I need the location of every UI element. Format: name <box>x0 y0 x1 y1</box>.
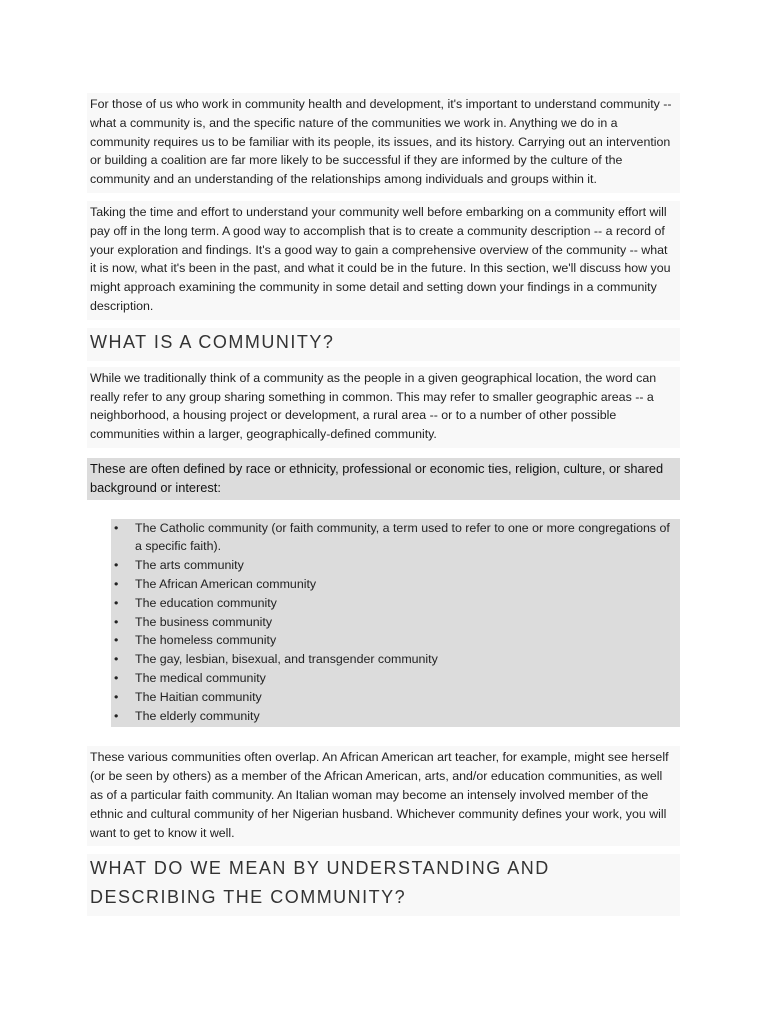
community-definition-paragraph: While we traditionally think of a community as the people in a given geographical location, the word can really refer to any group sharing something in common. This may refer to smaller geographic areas -- a neighborhood, a housing project or development, a rural area -- or to a number of other possible communities within a larger, geographically-defined community. <box>87 367 680 448</box>
list-item-text: The education community <box>135 595 277 610</box>
list-item-text: The business community <box>135 614 273 629</box>
bullet-icon: • <box>114 670 119 685</box>
bullet-icon: • <box>114 633 119 648</box>
list-item-text: The homeless community <box>135 633 277 648</box>
list-item <box>111 519 680 557</box>
community-examples-list-box <box>111 519 680 728</box>
list-item-text: The gay, lesbian, bisexual, and transgender community <box>135 652 438 667</box>
bullet-icon: • <box>114 558 119 573</box>
list-item <box>111 575 680 594</box>
intro-paragraph-2: Taking the time and effort to understand your community well before embarking on a community effort will pay off in the long term. A good way to accomplish that is to create a community description -- a record of your exploration and findings. It's a good way to gain a comprehensive overview of the community -- what it is now, what it's been in the past, and what it could be in the future. In this section, we'll discuss how you might approach examining the community in some detail and setting down your findings in a community description. <box>87 201 680 320</box>
list-item-text: The Catholic community (or faith community, a term used to refer to one or more congregations of a specific faith). <box>135 520 670 554</box>
document-content <box>87 93 680 922</box>
list-item <box>111 631 680 650</box>
list-item-text: The Haitian community <box>135 689 262 704</box>
bullet-icon: • <box>114 652 119 667</box>
section-heading-what-is-community: WHAT IS A COMMUNITY? <box>87 328 680 361</box>
list-item <box>111 556 680 575</box>
list-item-text: The African American community <box>135 576 317 591</box>
list-item <box>111 669 680 688</box>
list-item <box>111 594 680 613</box>
list-item-text: The medical community <box>135 670 266 685</box>
bullet-icon: • <box>114 614 119 629</box>
list-item <box>111 650 680 669</box>
list-item <box>111 613 680 632</box>
intro-paragraph-1: For those of us who work in community health and development, it's important to understand community -- what a community is, and the specific nature of the communities we work in. Anything we do in a community requires us to be familiar with its people, its issues, and its history. Carrying out an intervention or building a coalition are far more likely to be successful if they are informed by the culture of the community and an understanding of the relationships among individuals and groups within it. <box>87 93 680 193</box>
bullet-icon: • <box>114 689 119 704</box>
list-item <box>111 688 680 707</box>
bullet-icon: • <box>114 520 119 535</box>
list-item-text: The elderly community <box>135 708 260 723</box>
community-examples-list <box>111 519 680 726</box>
list-item-text: The arts community <box>135 558 244 573</box>
section-heading-understanding-describing: WHAT DO WE MEAN BY UNDERSTANDING AND DESCRIBING THE COMMUNITY? <box>87 854 680 916</box>
bullet-icon: • <box>114 595 119 610</box>
highlighted-definition: These are often defined by race or ethnicity, professional or economic ties, religion, culture, or shared background or interest: <box>87 458 680 500</box>
overlap-paragraph: These various communities often overlap. An African American art teacher, for example, might see herself (or be seen by others) as a member of the African American, arts, and/or education communities, as well as of a particular faith community. An Italian woman may become an intensely involved member of the ethnic and cultural community of her Nigerian husband. Whichever community defines your work, you will want to get to know it well. <box>87 746 680 846</box>
bullet-icon: • <box>114 708 119 723</box>
list-item <box>111 707 680 726</box>
bullet-icon: • <box>114 576 119 591</box>
